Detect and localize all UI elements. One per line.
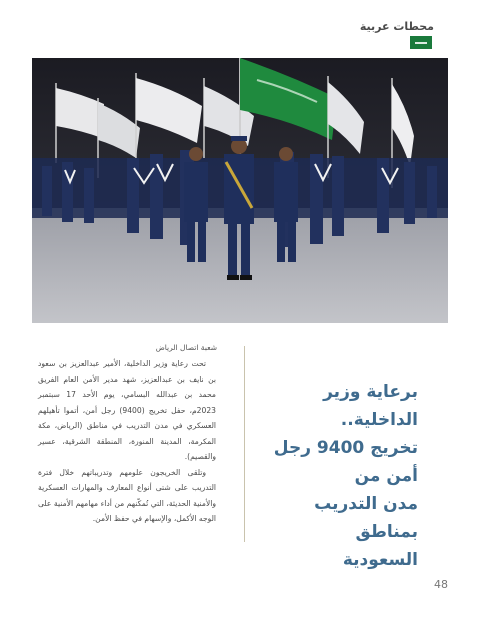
headline-line-4: السعودية: [342, 550, 418, 570]
article-headline: [248, 378, 418, 574]
page-number: 48: [434, 578, 448, 591]
article-photo: [32, 58, 448, 323]
article-byline: شعبة اتصال الرياض: [155, 343, 217, 352]
headline-line-2: تخريج 9400 رجل أمن من: [273, 438, 418, 486]
body-paragraph: تحت رعاية وزير الداخلية، الأمير عبدالعزيز بن سعود بن نايف بن عبدالعزيز، شهد مدير الأمن العام الفريق محمد بن عبدالله البسامي، يوم الأحد 17 سبتمبر 2023م، حفل تخريج (9400) رجل أمن، أتموا تأهيلهم العسكري في مدن التدريب في مناطق (الرياض، مكة المكرمة، المدينة المنورة، المنطقة الشرقية، عسير والقصيم).: [38, 359, 216, 461]
headline-line-1: برعاية وزير الداخلية..: [323, 382, 418, 430]
saudi-flag-icon: [410, 36, 432, 49]
body-paragraph: وتلقى الخريجون علومهم وتدريباتهم خلال فترة التدريب على شتى أنواع المعارف والمهارات العسكرية والأمنية الحديثة، التي تُمكّنهم من أداء مهامهم الأمنية على الوجه الأكمل، والإسهام في حفظ الأمن.: [38, 467, 216, 523]
article-body: [38, 356, 216, 527]
graduation-parade-image: [32, 58, 448, 323]
headline-line-3: مدن التدريب بمناطق: [314, 494, 418, 542]
section-title: محطات عربية: [359, 20, 434, 33]
column-divider: [244, 346, 245, 542]
